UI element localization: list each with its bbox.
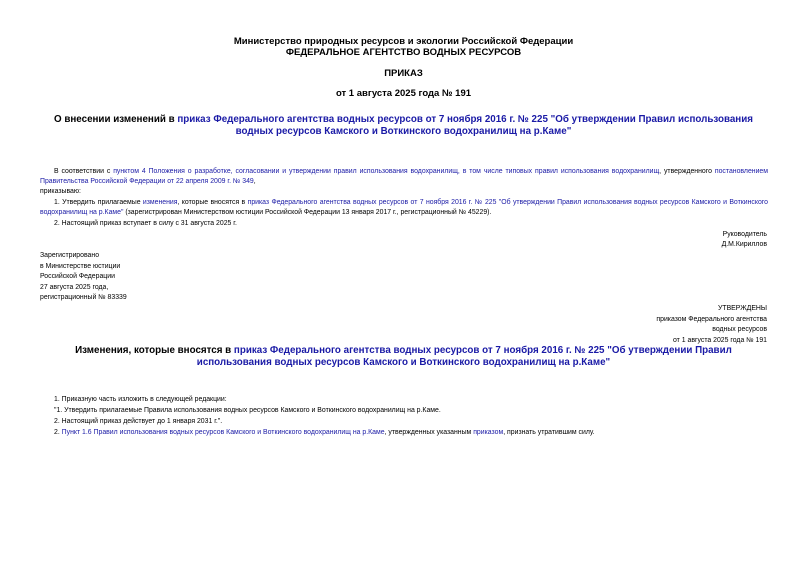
change-2-number: 2. [54,429,62,436]
change-1-text-a: "1. Утвердить прилагаемые Правила использования водных ресурсов Камского и Воткинского водохранилищ на р.Каме. [54,407,441,414]
change-1-text-b: 2. Настоящий приказ действует до 1 января 2031 г.". [54,418,223,425]
change-2-order-link[interactable]: приказом [473,429,504,436]
item1-changes-link[interactable]: изменения [142,199,178,206]
change-2-text-1: , утвержденных указанным [384,429,474,436]
order-item-2: 2. Настоящий приказ вступает в силу с 31 августа 2025 г. [54,220,237,227]
change-2-text-2: , признать утратившим силу. [503,429,595,436]
preamble-government-decree-link[interactable]: постановлением Правительства Российской Федерации от 22 апреля 2009 г. № 349 [40,168,768,185]
preamble-regulation-link[interactable]: пунктом 4 Положения о разработке, согласовании и утверждении правил использования водохранилищ, в том числе типовых правил использования водохранилищ [113,168,660,175]
item1-text-1: 1. Утвердить прилагаемые [54,199,143,206]
item1-text-2: , которые вносятся в [177,199,248,206]
signature-position: Руководитель [722,231,767,238]
approved-line-2: приказом Федерального агентства [656,316,767,323]
preamble [40,167,768,187]
change-1: 1. Приказную часть изложить в следующей редакции: [54,396,227,403]
document-type: ПРИКАЗ [384,68,423,79]
document-title [45,114,762,138]
title-prefix: О внесении изменений в [54,114,178,125]
preamble-text-3: , [253,178,256,185]
changes-title-order-link[interactable]: приказ Федерального агентства водных ресурсов от 7 ноября 2016 г. № 225 "Об утверждении Правил использования водных ресурсов Камского и Воткинского водохранилищ на р.Каме" [196,345,732,368]
registration-line-4: 27 августа 2025 года, [40,284,109,291]
approved-line-4: от 1 августа 2025 года № 191 [673,337,767,344]
document-date-number: от 1 августа 2025 года № 191 [335,88,472,99]
order-item-1 [40,198,768,218]
signature-name: Д.М.Кириллов [721,241,767,248]
preamble-text-1: В соответствии с [54,168,114,175]
registration-line-5: регистрационный № 83339 [40,294,127,301]
order-word: приказываю: [40,188,81,195]
approved-line-1: УТВЕРЖДЕНЫ [718,305,767,312]
preamble-text-2: , утвержденного [659,168,715,175]
ministry-name: Министерство природных ресурсов и экологии Российской Федерации [233,36,574,47]
registration-line-2: в Министерстве юстиции [40,263,121,270]
title-order-link[interactable]: приказ Федерального агентства водных ресурсов от 7 ноября 2016 г. № 225 "Об утверждении Правил использования водных ресурсов Камского и Воткинского водохранилищ на р.Каме" [177,114,753,137]
item1-order-link[interactable]: приказ Федерального агентства водных ресурсов от 7 ноября 2016 г. № 225 "Об утверждении Правил использования водных ресурсов Камского и Воткинского водохранилищ на р.Каме" [40,199,768,216]
changes-title-prefix: Изменения, которые вносятся в [75,345,234,356]
registration-line-1: Зарегистрировано [40,252,100,259]
item1-text-3: (зарегистрирован Министерством юстиции Российской Федерации 13 января 2017 г., регистрационный № 45229). [123,209,492,216]
registration-line-3: Российской Федерации [40,273,115,280]
changes-title [45,345,762,369]
approved-line-3: водных ресурсов [712,326,767,333]
change-2-rules-link[interactable]: Пункт 1.6 Правил использования водных ресурсов Камского и Воткинского водохранилищ на р.Каме [61,429,385,436]
agency-name: ФЕДЕРАЛЬНОЕ АГЕНТСТВО ВОДНЫХ РЕСУРСОВ [285,47,522,58]
change-2 [40,428,768,438]
